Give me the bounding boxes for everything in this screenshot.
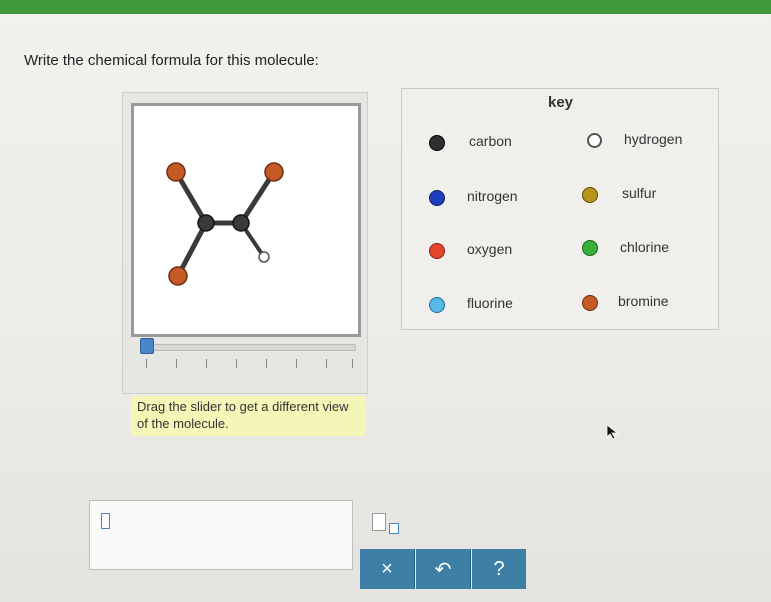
slider-tick: [266, 359, 267, 368]
atom-key-panel: [401, 88, 719, 330]
bromine-atom: [265, 163, 283, 181]
hydrogen-atom: [259, 252, 269, 262]
slider-tick: [206, 359, 207, 368]
key-label-oxygen: oxygen: [467, 241, 513, 257]
fluorine-color-dot: [429, 297, 445, 313]
help-button[interactable]: [472, 549, 526, 589]
chlorine-color-dot: [582, 240, 598, 256]
top-bar: [0, 0, 771, 14]
slider-tick: [326, 359, 327, 368]
slider-hint: Drag the slider to get a different view of the molecule.: [131, 396, 365, 436]
undo-button[interactable]: [416, 549, 471, 589]
carbon-color-dot: [429, 135, 445, 151]
subscript-button[interactable]: [372, 513, 406, 541]
key-label-hydrogen: hydrogen: [624, 131, 683, 147]
key-label-chlorine: chlorine: [620, 239, 670, 255]
bromine-atom: [169, 267, 187, 285]
slider-tick: [352, 359, 353, 368]
key-label-carbon: carbon: [469, 133, 512, 149]
subscript-icon: [372, 513, 386, 531]
molecule-display[interactable]: [131, 103, 361, 337]
formula-answer-input[interactable]: [89, 500, 353, 570]
bromine-atom: [167, 163, 185, 181]
clear-icon: ×: [381, 557, 393, 580]
mouse-pointer-icon: [606, 424, 620, 440]
molecule-model: [134, 106, 358, 334]
nitrogen-color-dot: [429, 190, 445, 206]
clear-button[interactable]: [360, 549, 415, 589]
key-label-nitrogen: nitrogen: [467, 188, 518, 204]
key-label-sulfur: sulfur: [622, 185, 657, 201]
slider-tick: [236, 359, 237, 368]
key-title: key: [548, 94, 574, 111]
sulfur-color-dot: [582, 187, 598, 203]
hydrogen-color-dot: [587, 133, 602, 148]
subscript-small-box: [389, 523, 399, 534]
answer-toolbar: [360, 549, 528, 589]
carbon-atom: [198, 215, 214, 231]
view-slider-handle[interactable]: [140, 338, 154, 354]
slider-tick: [176, 359, 177, 368]
slider-tick: [296, 359, 297, 368]
key-label-bromine: bromine: [618, 293, 669, 309]
slider-tick: [146, 359, 147, 368]
bromine-color-dot: [582, 295, 598, 311]
input-placeholder-box: [101, 513, 110, 529]
oxygen-color-dot: [429, 243, 445, 259]
help-icon: ?: [493, 557, 505, 580]
carbon-atom: [233, 215, 249, 231]
question-text: Write the chemical formula for this molecule:: [24, 52, 319, 69]
key-label-fluorine: fluorine: [467, 295, 513, 311]
undo-icon: ↶: [434, 558, 452, 581]
view-slider-track[interactable]: [140, 344, 356, 351]
